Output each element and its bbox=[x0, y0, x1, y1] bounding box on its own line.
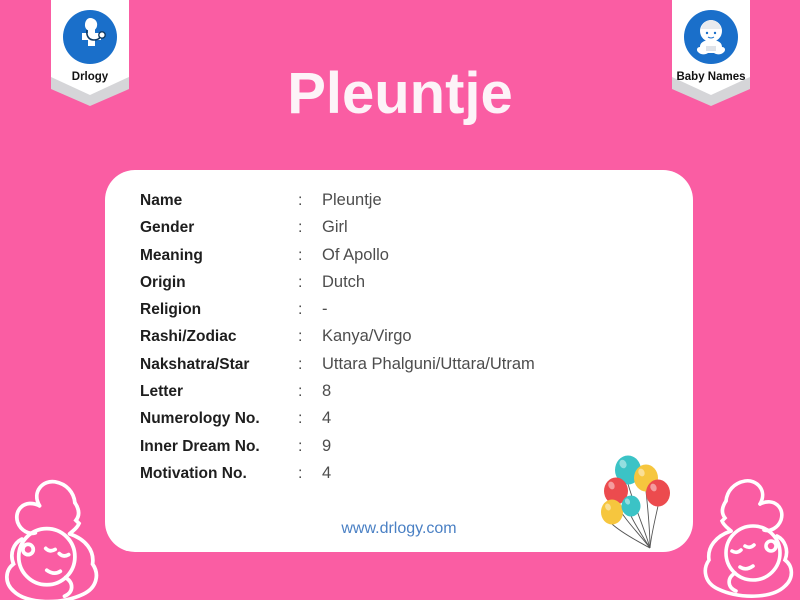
row-separator: : bbox=[298, 219, 303, 237]
row-value: Of Apollo bbox=[322, 245, 389, 264]
row-separator: : bbox=[298, 437, 303, 455]
row-label: Name bbox=[140, 192, 183, 209]
row-label: Inner Dream No. bbox=[140, 437, 260, 455]
row-label: Meaning bbox=[140, 246, 203, 264]
table-row-nakshatra-star bbox=[140, 355, 620, 382]
row-value: 8 bbox=[322, 382, 332, 401]
row-separator: : bbox=[298, 328, 303, 346]
row-label: Nakshatra/Star bbox=[140, 355, 250, 373]
row-value: Dutch bbox=[322, 272, 366, 291]
row-value: - bbox=[322, 300, 328, 319]
row-label: Letter bbox=[140, 383, 184, 401]
row-separator: : bbox=[298, 410, 303, 428]
table-row-numerology-no bbox=[140, 409, 620, 436]
table-row-religion bbox=[140, 300, 620, 327]
row-separator: : bbox=[298, 301, 303, 319]
row-separator: : bbox=[298, 355, 303, 373]
row-label: Numerology No. bbox=[140, 410, 260, 428]
row-separator: : bbox=[298, 273, 303, 291]
table-row-letter bbox=[140, 382, 620, 409]
row-label: Gender bbox=[140, 219, 195, 237]
row-label: Motivation No. bbox=[140, 464, 247, 482]
row-value: 4 bbox=[322, 463, 332, 482]
baby-icon bbox=[683, 9, 739, 65]
table-row-origin bbox=[140, 273, 620, 300]
table-row-rashi-zodiac bbox=[140, 327, 620, 354]
row-value: Uttara Phalguni/Uttara/Utram bbox=[322, 354, 535, 373]
table-row-inner-dream-no bbox=[140, 437, 620, 464]
badge-label: Drlogy bbox=[71, 71, 109, 83]
drlogy-medical-icon bbox=[62, 9, 118, 65]
row-separator: : bbox=[298, 383, 303, 401]
table-row-gender bbox=[140, 218, 620, 245]
row-value: Kanya/Virgo bbox=[322, 327, 412, 346]
row-value: 9 bbox=[322, 436, 332, 455]
website-link[interactable]: www.drlogy.com bbox=[341, 520, 457, 537]
row-label: Rashi/Zodiac bbox=[140, 328, 237, 346]
table-row-meaning bbox=[140, 246, 620, 273]
details-table bbox=[140, 191, 620, 491]
row-separator: : bbox=[298, 192, 303, 209]
row-label: Religion bbox=[140, 301, 202, 319]
row-value: Pleuntje bbox=[322, 191, 382, 209]
mother-baby-art-icon bbox=[698, 462, 798, 600]
name-details-card bbox=[105, 170, 693, 552]
row-label: Origin bbox=[140, 273, 186, 291]
mother-baby-art-icon bbox=[0, 468, 104, 600]
row-separator: : bbox=[298, 464, 303, 482]
row-value: Girl bbox=[322, 218, 348, 237]
row-separator: : bbox=[298, 246, 303, 264]
row-value: 4 bbox=[322, 409, 332, 428]
table-row-motivation-no bbox=[140, 464, 620, 491]
table-row-name bbox=[140, 191, 620, 218]
badge-label: Baby Names bbox=[676, 71, 746, 83]
page-title: Pleuntje bbox=[287, 61, 513, 126]
